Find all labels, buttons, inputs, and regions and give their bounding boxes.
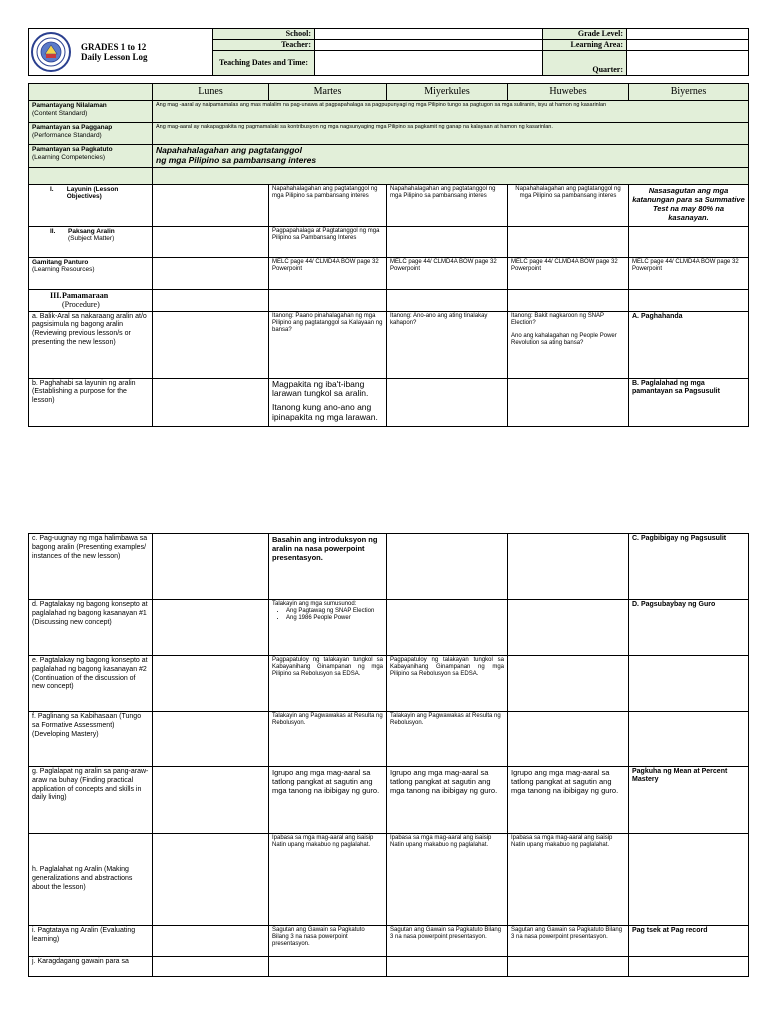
grades-title: GRADES 1 to 12 xyxy=(81,41,147,52)
row-j-biyernes[interactable] xyxy=(629,957,749,977)
row-a-lunes[interactable] xyxy=(153,311,269,378)
procedure-miyerkules xyxy=(387,289,508,311)
row-a-huwebes-q1: Itanong: Bakit nagkaroon ng SNAP Election? xyxy=(511,312,604,326)
row-b-miyerkules[interactable] xyxy=(387,378,508,426)
row-i-biyernes[interactable]: Pag tsek at Pag record xyxy=(629,926,749,957)
row-f-miyerkules[interactable]: Talakayin ang Pagwawakas at Resulta ng Rebolusyon. xyxy=(387,712,508,767)
row-i-label: i. Pagtataya ng Aralin (Evaluating learning) xyxy=(29,926,153,957)
day-header-lunes: Lunes xyxy=(153,84,269,101)
row-d-huwebes[interactable] xyxy=(508,600,629,656)
subject-lunes[interactable] xyxy=(153,226,269,257)
objectives-num: I. xyxy=(50,185,54,193)
learning-area-label: Learning Area: xyxy=(543,40,627,51)
row-d-miyerkules[interactable] xyxy=(387,600,508,656)
objectives-martes[interactable]: Napahahalagahan ang pagtatanggol ng mga Pilipino sa pambansang interes xyxy=(269,184,387,226)
procedure-label xyxy=(29,289,153,311)
row-j-huwebes[interactable] xyxy=(508,957,629,977)
objectives-miyerkules[interactable]: Napahahalagahan ang pagtatanggol ng mga Pilipino sa pambansang interes xyxy=(387,184,508,226)
objectives-biyernes[interactable]: Nasasagutan ang mga katanungan para sa Summative Test na may 80% na kasanayan. xyxy=(629,184,749,226)
performance-standard-subtitle: (Performance Standard) xyxy=(32,131,102,139)
row-f-label: f. Paglinang sa Kabihasaan (Tungo sa Formative Assessment) (Developing Mastery) xyxy=(29,712,153,767)
subject-miyerkules[interactable] xyxy=(387,226,508,257)
dll-header xyxy=(28,28,748,76)
row-d-martes-intro: Talakayin ang mga sumusunod: xyxy=(272,601,357,607)
school-field[interactable] xyxy=(315,29,543,40)
row-e-label: e. Pagtalakay ng bagong konsepto at paglalahad ng bagong kasanayan #2 (Continuation of the discussion of new concept) xyxy=(29,656,153,712)
row-i-lunes[interactable] xyxy=(153,926,269,957)
competency-text xyxy=(153,145,749,168)
row-d-label: d. Pagtalakay ng bagong konsepto at paglalahad ng bagong kasanayan #1 (Discussing new concept) xyxy=(29,600,153,656)
row-b-martes[interactable] xyxy=(269,378,387,426)
quarter-label xyxy=(543,51,627,76)
row-j-lunes[interactable] xyxy=(153,957,269,977)
lesson-table-part1 xyxy=(28,83,748,427)
grade-level-field[interactable] xyxy=(627,29,749,40)
deped-seal-icon xyxy=(31,32,71,72)
row-c-huwebes[interactable] xyxy=(508,534,629,600)
competency-line-2: ng mga Pilipino sa pambansang interes xyxy=(156,154,317,165)
procedure-title: Pamamaraan xyxy=(62,290,109,300)
row-g-label: g. Paglalapat ng aralin sa pang-araw-araw na buhay (Finding practical application of concepts and skills in daily living) xyxy=(29,767,153,834)
row-c-lunes[interactable] xyxy=(153,534,269,600)
objectives-lunes[interactable] xyxy=(153,184,269,226)
dll-title: Daily Lesson Log xyxy=(81,52,148,62)
learning-area-field[interactable] xyxy=(627,40,749,51)
quarter-label-text: Quarter: xyxy=(592,65,623,75)
row-b-biyernes[interactable]: B. Paglalahad ng mga pamantayan sa Pagsusulit xyxy=(629,378,749,426)
row-a-huwebes-q2: Ano ang kahalagahan ng People Power Revolution sa ating bansa? xyxy=(511,333,617,347)
row-d-martes[interactable] xyxy=(269,600,387,656)
row-e-biyernes[interactable] xyxy=(629,656,749,712)
content-standard-text: Ang mag -aaral ay naipamamalas ang mas malalim na pag-unawa at pagpapahalaga sa pagpupunyagi ng mga Pilipino tungo sa pagtugon sa mga suliranin, isyu at hamon ng kasarinlan xyxy=(153,101,749,123)
row-e-huwebes[interactable] xyxy=(508,656,629,712)
performance-standard-label xyxy=(29,123,153,145)
row-a-biyernes[interactable]: A. Paghahanda xyxy=(629,311,749,378)
row-i-miyerkules[interactable]: Sagutan ang Gawain sa Pagkatuto Bilang 3 na nasa powerpoint presentasyon. xyxy=(387,926,508,957)
row-d-biyernes[interactable]: D. Pagsubaybay ng Guro xyxy=(629,600,749,656)
day-header-martes: Martes xyxy=(269,84,387,101)
procedure-num: III. xyxy=(50,290,62,300)
row-b-martes-line1: Magpakita ng iba't-ibang larawan tungkol sa aralin. xyxy=(272,378,369,399)
performance-standard-title: Pamantayan sa Pagganap xyxy=(32,124,113,131)
row-j-miyerkules[interactable] xyxy=(387,957,508,977)
procedure-biyernes xyxy=(629,289,749,311)
row-a-huwebes[interactable] xyxy=(508,311,629,378)
competency-line-1: Napahahalagahan ang pagtatanggol xyxy=(156,145,302,155)
procedure-subtitle: (Procedure) xyxy=(62,300,100,310)
day-header-miyerkules: Miyerkules xyxy=(387,84,508,101)
content-standard-subtitle: (Content Standard) xyxy=(32,109,88,117)
resources-biyernes[interactable]: MELC page 44/ CLMD4A BOW page 32 Powerpoint xyxy=(629,257,749,289)
objectives-title: Layunin (Lesson Objectives) xyxy=(66,185,119,201)
row-j-martes[interactable] xyxy=(269,957,387,977)
row-e-lunes[interactable] xyxy=(153,656,269,712)
spacer-row-body xyxy=(153,167,749,184)
competency-subtitle: (Learning Competencies) xyxy=(32,153,105,161)
day-header-biyernes: Biyernes xyxy=(629,84,749,101)
row-b-lunes[interactable] xyxy=(153,378,269,426)
row-g-biyernes[interactable]: Pagkuha ng Mean at Percent Mastery xyxy=(629,767,749,834)
row-c-martes[interactable]: Basahin ang introduksyon ng aralin na nasa powerpoint presentasyon. xyxy=(269,534,387,600)
list-item: • Ang 1986 People Power xyxy=(286,615,383,622)
resources-miyerkules[interactable]: MELC page 44/ CLMD4A BOW page 32 Powerpoint xyxy=(387,257,508,289)
day-header-huwebes: Huwebes xyxy=(508,84,629,101)
subject-subtitle: (Subject Matter) xyxy=(68,235,115,243)
subject-label xyxy=(29,226,153,257)
row-d-lunes[interactable] xyxy=(153,600,269,656)
procedure-lunes xyxy=(153,289,269,311)
resources-huwebes[interactable]: MELC page 44/ CLMD4A BOW page 32 Powerpoint xyxy=(508,257,629,289)
row-b-martes-line2: Itanong kung ano-ano ang ipinapakita ng mga larawan. xyxy=(272,402,378,423)
row-d-martes-list xyxy=(286,608,383,622)
row-f-martes[interactable]: Talakayin ang Pagwawakas at Resulta ng Rebolusyon. xyxy=(269,712,387,767)
row-f-biyernes[interactable] xyxy=(629,712,749,767)
dates-label xyxy=(213,51,315,76)
resources-martes[interactable]: MELC page 44/ CLMD4A BOW page 32 Powerpoint xyxy=(269,257,387,289)
subject-biyernes[interactable] xyxy=(629,226,749,257)
row-c-label: c. Pag-uugnay ng mga halimbawa sa bagong aralin (Presenting examples/ instances of the new lesson) xyxy=(29,534,153,600)
row-a-miyerkules[interactable]: Itanong: Ano-ano ang ating tinalakay kahapon? xyxy=(387,311,508,378)
row-b-label: b. Paghahabi sa layunin ng aralin (Establishing a purpose for the lesson) xyxy=(29,378,153,426)
teacher-field[interactable] xyxy=(315,40,543,51)
row-h-huwebes[interactable]: Ipabasa sa mga mag-aaral ang isaisip Natin upang makabuo ng paglalahat. xyxy=(508,834,629,926)
row-b-huwebes[interactable] xyxy=(508,378,629,426)
row-h-lunes[interactable] xyxy=(153,834,269,926)
dates-field[interactable] xyxy=(315,51,543,76)
procedure-huwebes xyxy=(508,289,629,311)
row-g-huwebes[interactable]: Igrupo ang mga mag-aaral sa tatlong pangkat at sagutin ang mga tanong na ibibigay ng guro. xyxy=(508,767,629,834)
row-a-label: a. Balik-Aral sa nakaraang aralin at/o pagsisimula ng bagong aralin (Reviewing previous lesson/s or presenting the new lesson) xyxy=(29,311,153,378)
subject-huwebes[interactable] xyxy=(508,226,629,257)
resources-subtitle: (Learning Resources) xyxy=(32,266,95,274)
subject-title: Paksang Aralin xyxy=(68,227,115,235)
grade-level-label: Grade Level: xyxy=(543,29,627,40)
row-g-lunes[interactable] xyxy=(153,767,269,834)
performance-standard-text: Ang mag-aaral ay nakapagpakita ng pagmamalaki sa kontribusyon ng mga nagsunyaging mga Pilipino sa pagkamit ng ganap na kalayaan at hamon ng kasarinlan. xyxy=(153,123,749,145)
list-item: • Ang Pagtawag ng SNAP Election xyxy=(286,608,383,615)
objectives-label xyxy=(29,184,153,226)
quarter-field[interactable] xyxy=(627,51,749,76)
resources-label xyxy=(29,257,153,289)
school-label: School: xyxy=(213,29,315,40)
procedure-martes xyxy=(269,289,387,311)
row-h-martes[interactable]: Ipabasa sa mga mag-aaral ang isaisip Natin upang makabuo ng paglalahat. xyxy=(269,834,387,926)
row-h-miyerkules[interactable]: Ipabasa sa mga mag-aaral ang isaisip Natin upang makabuo ng paglalahat. xyxy=(387,834,508,926)
content-standard-label xyxy=(29,101,153,123)
row-h-biyernes[interactable] xyxy=(629,834,749,926)
row-g-martes[interactable]: Igrupo ang mga mag-aaral sa tatlong pangkat at sagutin ang mga tanong na ibibigay ng guro. xyxy=(269,767,387,834)
row-e-miyerkules[interactable]: Pagpapatuloy ng talakayan tungkol sa Kabayanihang Ginampanan ng mga Pilipino sa Rebolusyon sa EDSA. xyxy=(387,656,508,712)
resources-title: Gamitang Panturo xyxy=(32,258,89,266)
row-g-miyerkules[interactable]: Igrupo ang mga mag-aaral sa tatlong pangkat at sagutin ang mga tanong na ibibigay ng guro. xyxy=(387,767,508,834)
lesson-table-part2 xyxy=(28,533,748,977)
row-c-biyernes[interactable]: C. Pagbibigay ng Pagsusulit xyxy=(629,534,749,600)
subject-num: II. xyxy=(50,227,56,235)
row-i-huwebes[interactable]: Sagutan ang Gawain sa Pagkatuto Bilang 3 na nasa powerpoint presentasyon. xyxy=(508,926,629,957)
header-title-cell xyxy=(29,29,213,76)
row-f-huwebes[interactable] xyxy=(508,712,629,767)
spacer-row-label xyxy=(29,167,153,184)
objectives-huwebes[interactable]: Napahahalagahan ang pagtatanggol ng mga Pilipino sa pambansang interes xyxy=(508,184,629,226)
row-c-miyerkules[interactable] xyxy=(387,534,508,600)
competency-label xyxy=(29,145,153,168)
row-h-label: h. Paglalahat ng Aralin (Making generalizations and abstractions about the lesson) xyxy=(29,834,153,926)
dates-label-text: Teaching Dates and Time: xyxy=(219,58,308,68)
resources-lunes[interactable] xyxy=(153,257,269,289)
row-a-martes[interactable]: Itanong: Paano pinahalagahan ng mga Pilipino ang pagtatanggol sa Kalayaan ng bansa? xyxy=(269,311,387,378)
row-i-martes[interactable]: Sagutan ang Gawain sa Pagkatuto Bilang 3 na nasa powerpoint presentasyon. xyxy=(269,926,387,957)
teacher-label: Teacher: xyxy=(213,40,315,51)
competency-title: Pamantayan sa Pagkatuto xyxy=(32,146,113,153)
row-e-martes[interactable]: Pagpapatuloy ng talakayan tungkol sa Kabayanihang Ginampanan ng mga Pilipino sa Rebolusyon sa EDSA. xyxy=(269,656,387,712)
content-standard-title: Pamantayang Nilalaman xyxy=(32,102,107,109)
row-j-label: j. Karagdagang gawain para sa xyxy=(29,957,153,977)
day-header-blank xyxy=(29,84,153,101)
row-f-lunes[interactable] xyxy=(153,712,269,767)
subject-martes[interactable]: Pagpapahalaga at Pagtatanggol ng mga Pilipino sa Pambansang Interes xyxy=(269,226,387,257)
